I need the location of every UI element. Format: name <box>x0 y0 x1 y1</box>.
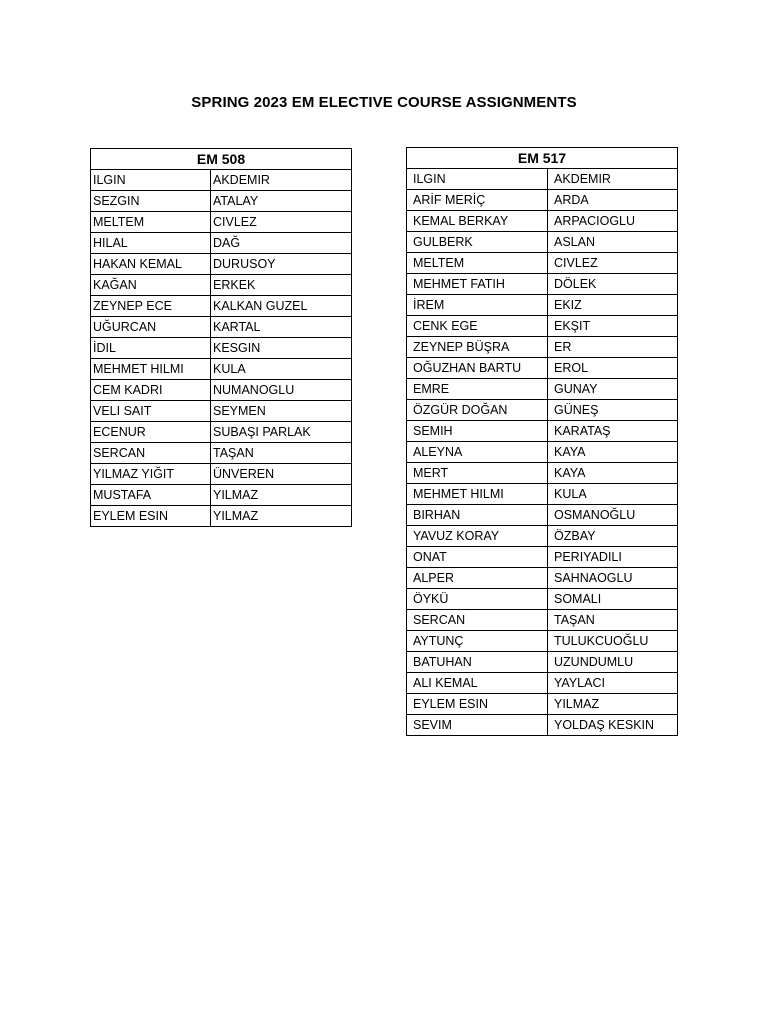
last-name-cell: YILMAZ <box>211 485 352 506</box>
first-name-cell: SEMIH <box>407 421 548 442</box>
em508-heading: EM 508 <box>91 149 352 170</box>
table-row <box>407 169 678 190</box>
last-name-cell: KESGIN <box>211 338 352 359</box>
last-name-cell: YILMAZ <box>211 506 352 527</box>
table-row <box>407 211 678 232</box>
last-name-cell: TAŞAN <box>548 610 678 631</box>
last-name-cell: ARDA <box>548 190 678 211</box>
first-name-cell: MERT <box>407 463 548 484</box>
table-row <box>407 526 678 547</box>
first-name-cell: SEZGIN <box>91 191 211 212</box>
first-name-cell: VELI SAIT <box>91 401 211 422</box>
table-row <box>407 673 678 694</box>
page-title: SPRING 2023 EM ELECTIVE COURSE ASSIGNMENTS <box>191 94 577 111</box>
first-name-cell: MEHMET HILMI <box>91 359 211 380</box>
table-row <box>407 631 678 652</box>
last-name-cell: YAYLACI <box>548 673 678 694</box>
last-name-cell: TAŞAN <box>211 443 352 464</box>
first-name-cell: ILGIN <box>91 170 211 191</box>
last-name-cell: YOLDAŞ KESKIN <box>548 715 678 736</box>
table-row <box>91 296 352 317</box>
last-name-cell: KAYA <box>548 463 678 484</box>
table-row <box>91 338 352 359</box>
em517-body <box>407 169 678 736</box>
first-name-cell: EYLEM ESIN <box>407 694 548 715</box>
first-name-cell: EMRE <box>407 379 548 400</box>
first-name-cell: MELTEM <box>91 212 211 233</box>
last-name-cell: CIVLEZ <box>548 253 678 274</box>
table-row <box>91 359 352 380</box>
table-row <box>91 170 352 191</box>
first-name-cell: CEM KADRI <box>91 380 211 401</box>
last-name-cell: CIVLEZ <box>211 212 352 233</box>
first-name-cell: ZEYNEP BÜŞRA <box>407 337 548 358</box>
first-name-cell: SERCAN <box>407 610 548 631</box>
last-name-cell: NUMANOGLU <box>211 380 352 401</box>
first-name-cell: HILAL <box>91 233 211 254</box>
first-name-cell: ALI KEMAL <box>407 673 548 694</box>
last-name-cell: ASLAN <box>548 232 678 253</box>
table-row <box>91 233 352 254</box>
table-row <box>407 568 678 589</box>
first-name-cell: BATUHAN <box>407 652 548 673</box>
first-name-cell: ALEYNA <box>407 442 548 463</box>
last-name-cell: SAHNAOGLU <box>548 568 678 589</box>
table-row <box>407 484 678 505</box>
last-name-cell: KARATAŞ <box>548 421 678 442</box>
last-name-cell: AKDEMIR <box>211 170 352 191</box>
table-row <box>91 485 352 506</box>
table-row <box>407 232 678 253</box>
table-row <box>407 652 678 673</box>
first-name-cell: EYLEM ESIN <box>91 506 211 527</box>
first-name-cell: ALPER <box>407 568 548 589</box>
em508-body <box>91 170 352 527</box>
last-name-cell: KULA <box>548 484 678 505</box>
first-name-cell: GULBERK <box>407 232 548 253</box>
last-name-cell: SOMALI <box>548 589 678 610</box>
first-name-cell: MEHMET FATIH <box>407 274 548 295</box>
table-row <box>91 275 352 296</box>
first-name-cell: MELTEM <box>407 253 548 274</box>
table-row <box>91 443 352 464</box>
table-row <box>407 589 678 610</box>
last-name-cell: ARPACIOGLU <box>548 211 678 232</box>
table-row <box>91 191 352 212</box>
last-name-cell: DAĞ <box>211 233 352 254</box>
last-name-cell: KARTAL <box>211 317 352 338</box>
first-name-cell: ZEYNEP ECE <box>91 296 211 317</box>
last-name-cell: PERIYADILI <box>548 547 678 568</box>
table-row <box>407 274 678 295</box>
em508-table <box>90 148 352 527</box>
last-name-cell: EKŞIT <box>548 316 678 337</box>
first-name-cell: ILGIN <box>407 169 548 190</box>
table-row <box>407 610 678 631</box>
last-name-cell: EKIZ <box>548 295 678 316</box>
table-row <box>407 358 678 379</box>
last-name-cell: ÜNVEREN <box>211 464 352 485</box>
last-name-cell: SEYMEN <box>211 401 352 422</box>
table-row <box>407 715 678 736</box>
em517-header-row <box>407 148 678 169</box>
first-name-cell: SERCAN <box>91 443 211 464</box>
first-name-cell: İREM <box>407 295 548 316</box>
em517-table <box>406 147 678 736</box>
last-name-cell: SUBAŞI PARLAK <box>211 422 352 443</box>
first-name-cell: YILMAZ YIĞIT <box>91 464 211 485</box>
first-name-cell: ARİF MERİÇ <box>407 190 548 211</box>
table-row <box>91 254 352 275</box>
table-row <box>407 421 678 442</box>
table-row <box>91 422 352 443</box>
last-name-cell: ER <box>548 337 678 358</box>
em508-header-row <box>91 149 352 170</box>
first-name-cell: KAĞAN <box>91 275 211 296</box>
first-name-cell: MUSTAFA <box>91 485 211 506</box>
first-name-cell: YAVUZ KORAY <box>407 526 548 547</box>
table-row <box>91 380 352 401</box>
first-name-cell: ONAT <box>407 547 548 568</box>
last-name-cell: GÜNEŞ <box>548 400 678 421</box>
last-name-cell: EROL <box>548 358 678 379</box>
first-name-cell: CENK EGE <box>407 316 548 337</box>
last-name-cell: ATALAY <box>211 191 352 212</box>
first-name-cell: KEMAL BERKAY <box>407 211 548 232</box>
first-name-cell: HAKAN KEMAL <box>91 254 211 275</box>
first-name-cell: MEHMET HILMI <box>407 484 548 505</box>
first-name-cell: ECENUR <box>91 422 211 443</box>
last-name-cell: KULA <box>211 359 352 380</box>
last-name-cell: UZUNDUMLU <box>548 652 678 673</box>
first-name-cell: OĞUZHAN BARTU <box>407 358 548 379</box>
table-row <box>91 464 352 485</box>
table-row <box>407 547 678 568</box>
last-name-cell: OSMANOĞLU <box>548 505 678 526</box>
table-row <box>407 190 678 211</box>
table-row <box>91 212 352 233</box>
last-name-cell: YILMAZ <box>548 694 678 715</box>
table-row <box>407 337 678 358</box>
table-row <box>407 316 678 337</box>
table-row <box>91 506 352 527</box>
table-row <box>91 317 352 338</box>
table-row <box>407 253 678 274</box>
table-row <box>407 295 678 316</box>
first-name-cell: SEVIM <box>407 715 548 736</box>
last-name-cell: TULUKCUOĞLU <box>548 631 678 652</box>
last-name-cell: ÖZBAY <box>548 526 678 547</box>
table-row <box>407 442 678 463</box>
last-name-cell: AKDEMIR <box>548 169 678 190</box>
table-row <box>91 401 352 422</box>
table-row <box>407 463 678 484</box>
last-name-cell: KAYA <box>548 442 678 463</box>
table-row <box>407 379 678 400</box>
table-row <box>407 505 678 526</box>
last-name-cell: DURUSOY <box>211 254 352 275</box>
first-name-cell: UĞURCAN <box>91 317 211 338</box>
first-name-cell: BIRHAN <box>407 505 548 526</box>
last-name-cell: GUNAY <box>548 379 678 400</box>
first-name-cell: ÖYKÜ <box>407 589 548 610</box>
em517-heading: EM 517 <box>407 148 678 169</box>
first-name-cell: AYTUNÇ <box>407 631 548 652</box>
table-row <box>407 694 678 715</box>
last-name-cell: ERKEK <box>211 275 352 296</box>
first-name-cell: ÖZGÜR DOĞAN <box>407 400 548 421</box>
table-row <box>407 400 678 421</box>
last-name-cell: DÖLEK <box>548 274 678 295</box>
first-name-cell: İDIL <box>91 338 211 359</box>
last-name-cell: KALKAN GUZEL <box>211 296 352 317</box>
